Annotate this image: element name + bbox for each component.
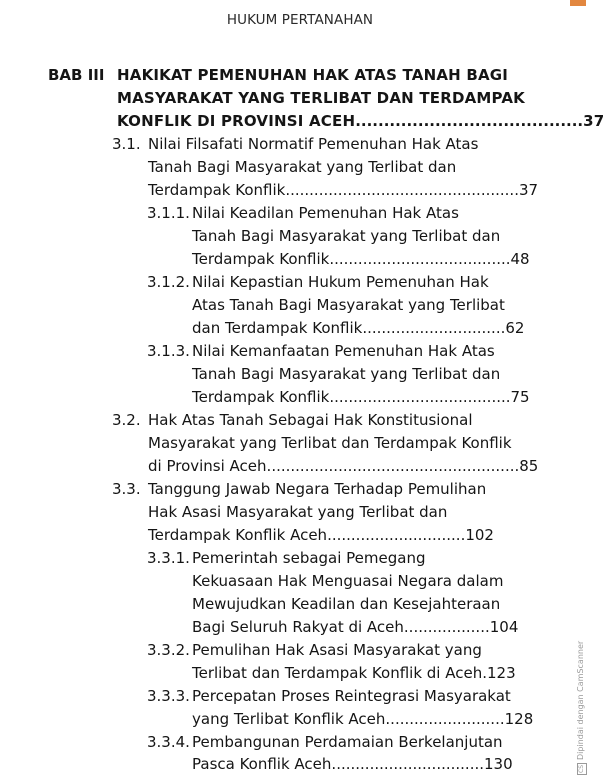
entry-title-line: Pemerintah sebagai Pemegang — [192, 549, 426, 567]
scanner-watermark — [576, 641, 587, 775]
toc-leader-line — [192, 248, 530, 270]
watermark-text: Dipindai dengan CamScanner — [576, 640, 585, 760]
entry-number: 3.3.3. — [147, 687, 190, 705]
toc-leader-line — [192, 317, 524, 339]
entry-title-line: Hak Asasi Masyarakat yang Terlibat dan — [148, 503, 448, 521]
dot-leader: ...................................... — [329, 388, 511, 406]
page-number: 128 — [504, 710, 534, 728]
dot-leader: ...................................... — [329, 250, 511, 268]
camscanner-badge: CS — [578, 765, 585, 773]
entry-title-line: Atas Tanah Bagi Masyarakat yang Terlibat — [192, 296, 505, 314]
page-header: HUKUM PERTANAHAN — [226, 12, 374, 28]
dot-leader: . — [482, 664, 487, 682]
entry-title-line: Masyarakat yang Terlibat dan Terdampak Konflik — [148, 434, 512, 452]
entry-title-line: di Provinsi Aceh — [148, 457, 267, 475]
toc-leader-line — [192, 753, 513, 775]
dot-leader: .................. — [403, 618, 490, 636]
entry-title-line: Nilai Filsafati Normatif Pemenuhan Hak Atas — [148, 135, 479, 153]
entry-title-line: Pasca Konflik Aceh — [192, 755, 332, 773]
entry-number: 3.3.4. — [147, 733, 190, 751]
entry-number: 3.2. — [112, 411, 141, 429]
entry-title-line: Terdampak Konflik — [192, 388, 330, 406]
entry-title-line: Kekuasaan Hak Menguasai Negara dalam — [192, 572, 504, 590]
entry-title-line: Terlibat dan Terdampak Konflik di Aceh — [192, 664, 483, 682]
entry-number: 3.3.2. — [147, 641, 190, 659]
entry-number: 3.1.1. — [147, 204, 190, 222]
entry-title-line: Bagi Seluruh Rakyat di Aceh — [192, 618, 404, 636]
toc-leader-line — [192, 616, 518, 638]
page-number: 104 — [489, 618, 519, 636]
page-number: 37 — [583, 112, 604, 130]
chapter-title-line: KONFLIK DI PROVINSI ACEH — [117, 112, 356, 130]
dot-leader: ........................................ — [355, 112, 584, 130]
dot-leader: ............................. — [327, 526, 466, 544]
page-number: 85 — [519, 457, 539, 475]
entry-title-line: Tanah Bagi Masyarakat yang Terlibat dan — [192, 365, 501, 383]
entry-number: 3.1. — [112, 135, 141, 153]
entry-title-line: Nilai Keadilan Pemenuhan Hak Atas — [192, 204, 459, 222]
dot-leader: ................................................. — [285, 181, 519, 199]
dot-leader: ..................................................... — [266, 457, 520, 475]
dot-leader: ......................... — [385, 710, 505, 728]
page-number: 48 — [510, 250, 530, 268]
toc-leader-line — [117, 110, 604, 132]
entry-title-line: Percepatan Proses Reintegrasi Masyarakat — [192, 687, 511, 705]
page-number: 37 — [518, 181, 539, 199]
dot-leader: .............................. — [362, 319, 506, 337]
entry-number: 3.1.2. — [147, 273, 190, 291]
entry-number: 3.3. — [112, 480, 141, 498]
entry-title-line: Mewujudkan Keadilan dan Kesejahteraan — [192, 595, 501, 613]
dot-leader: ................................ — [331, 755, 484, 773]
toc-leader-line — [192, 708, 533, 730]
entry-title-line: dan Terdampak Konflik — [192, 319, 363, 337]
chapter-title-line: MASYARAKAT YANG TERLIBAT DAN TERDAMPAK — [117, 89, 525, 107]
entry-title-line: Terdampak Konflik — [192, 250, 330, 268]
toc-leader-line — [148, 455, 538, 477]
toc-leader-line — [148, 524, 494, 546]
entry-title-line: Tanah Bagi Masyarakat yang Terlibat dan — [192, 227, 501, 245]
page-number: 75 — [510, 388, 530, 406]
page-number: 123 — [487, 664, 516, 682]
chapter-title-line: HAKIKAT PEMENUHAN HAK ATAS TANAH BAGI — [117, 66, 509, 84]
chapter-label: BAB III — [48, 66, 105, 84]
page-number: 102 — [465, 526, 494, 544]
entry-title-line: Terdampak Konflik — [148, 181, 286, 199]
entry-title-line: Hak Atas Tanah Sebagai Hak Konstitusional — [148, 411, 473, 429]
page-number: 130 — [484, 755, 513, 773]
toc-leader-line — [192, 386, 530, 408]
page-number: 62 — [505, 319, 525, 337]
entry-title-line: yang Terlibat Konflik Aceh — [192, 710, 386, 728]
entry-title-line: Nilai Kemanfaatan Pemenuhan Hak Atas — [192, 342, 495, 360]
entry-number: 3.3.1. — [147, 549, 190, 567]
entry-number: 3.1.3. — [147, 342, 190, 360]
toc-leader-line — [192, 662, 516, 684]
toc-leader-line — [148, 179, 538, 201]
entry-title-line: Terdampak Konflik Aceh — [148, 526, 328, 544]
entry-title-line: Pembangunan Perdamaian Berkelanjutan — [192, 733, 503, 751]
entry-title-line: Tanggung Jawab Negara Terhadap Pemulihan — [148, 480, 487, 498]
entry-title-line: Pemulihan Hak Asasi Masyarakat yang — [192, 641, 482, 659]
entry-title-line: Tanah Bagi Masyarakat yang Terlibat dan — [148, 158, 457, 176]
entry-title-line: Nilai Kepastian Hukum Pemenuhan Hak — [192, 273, 489, 291]
